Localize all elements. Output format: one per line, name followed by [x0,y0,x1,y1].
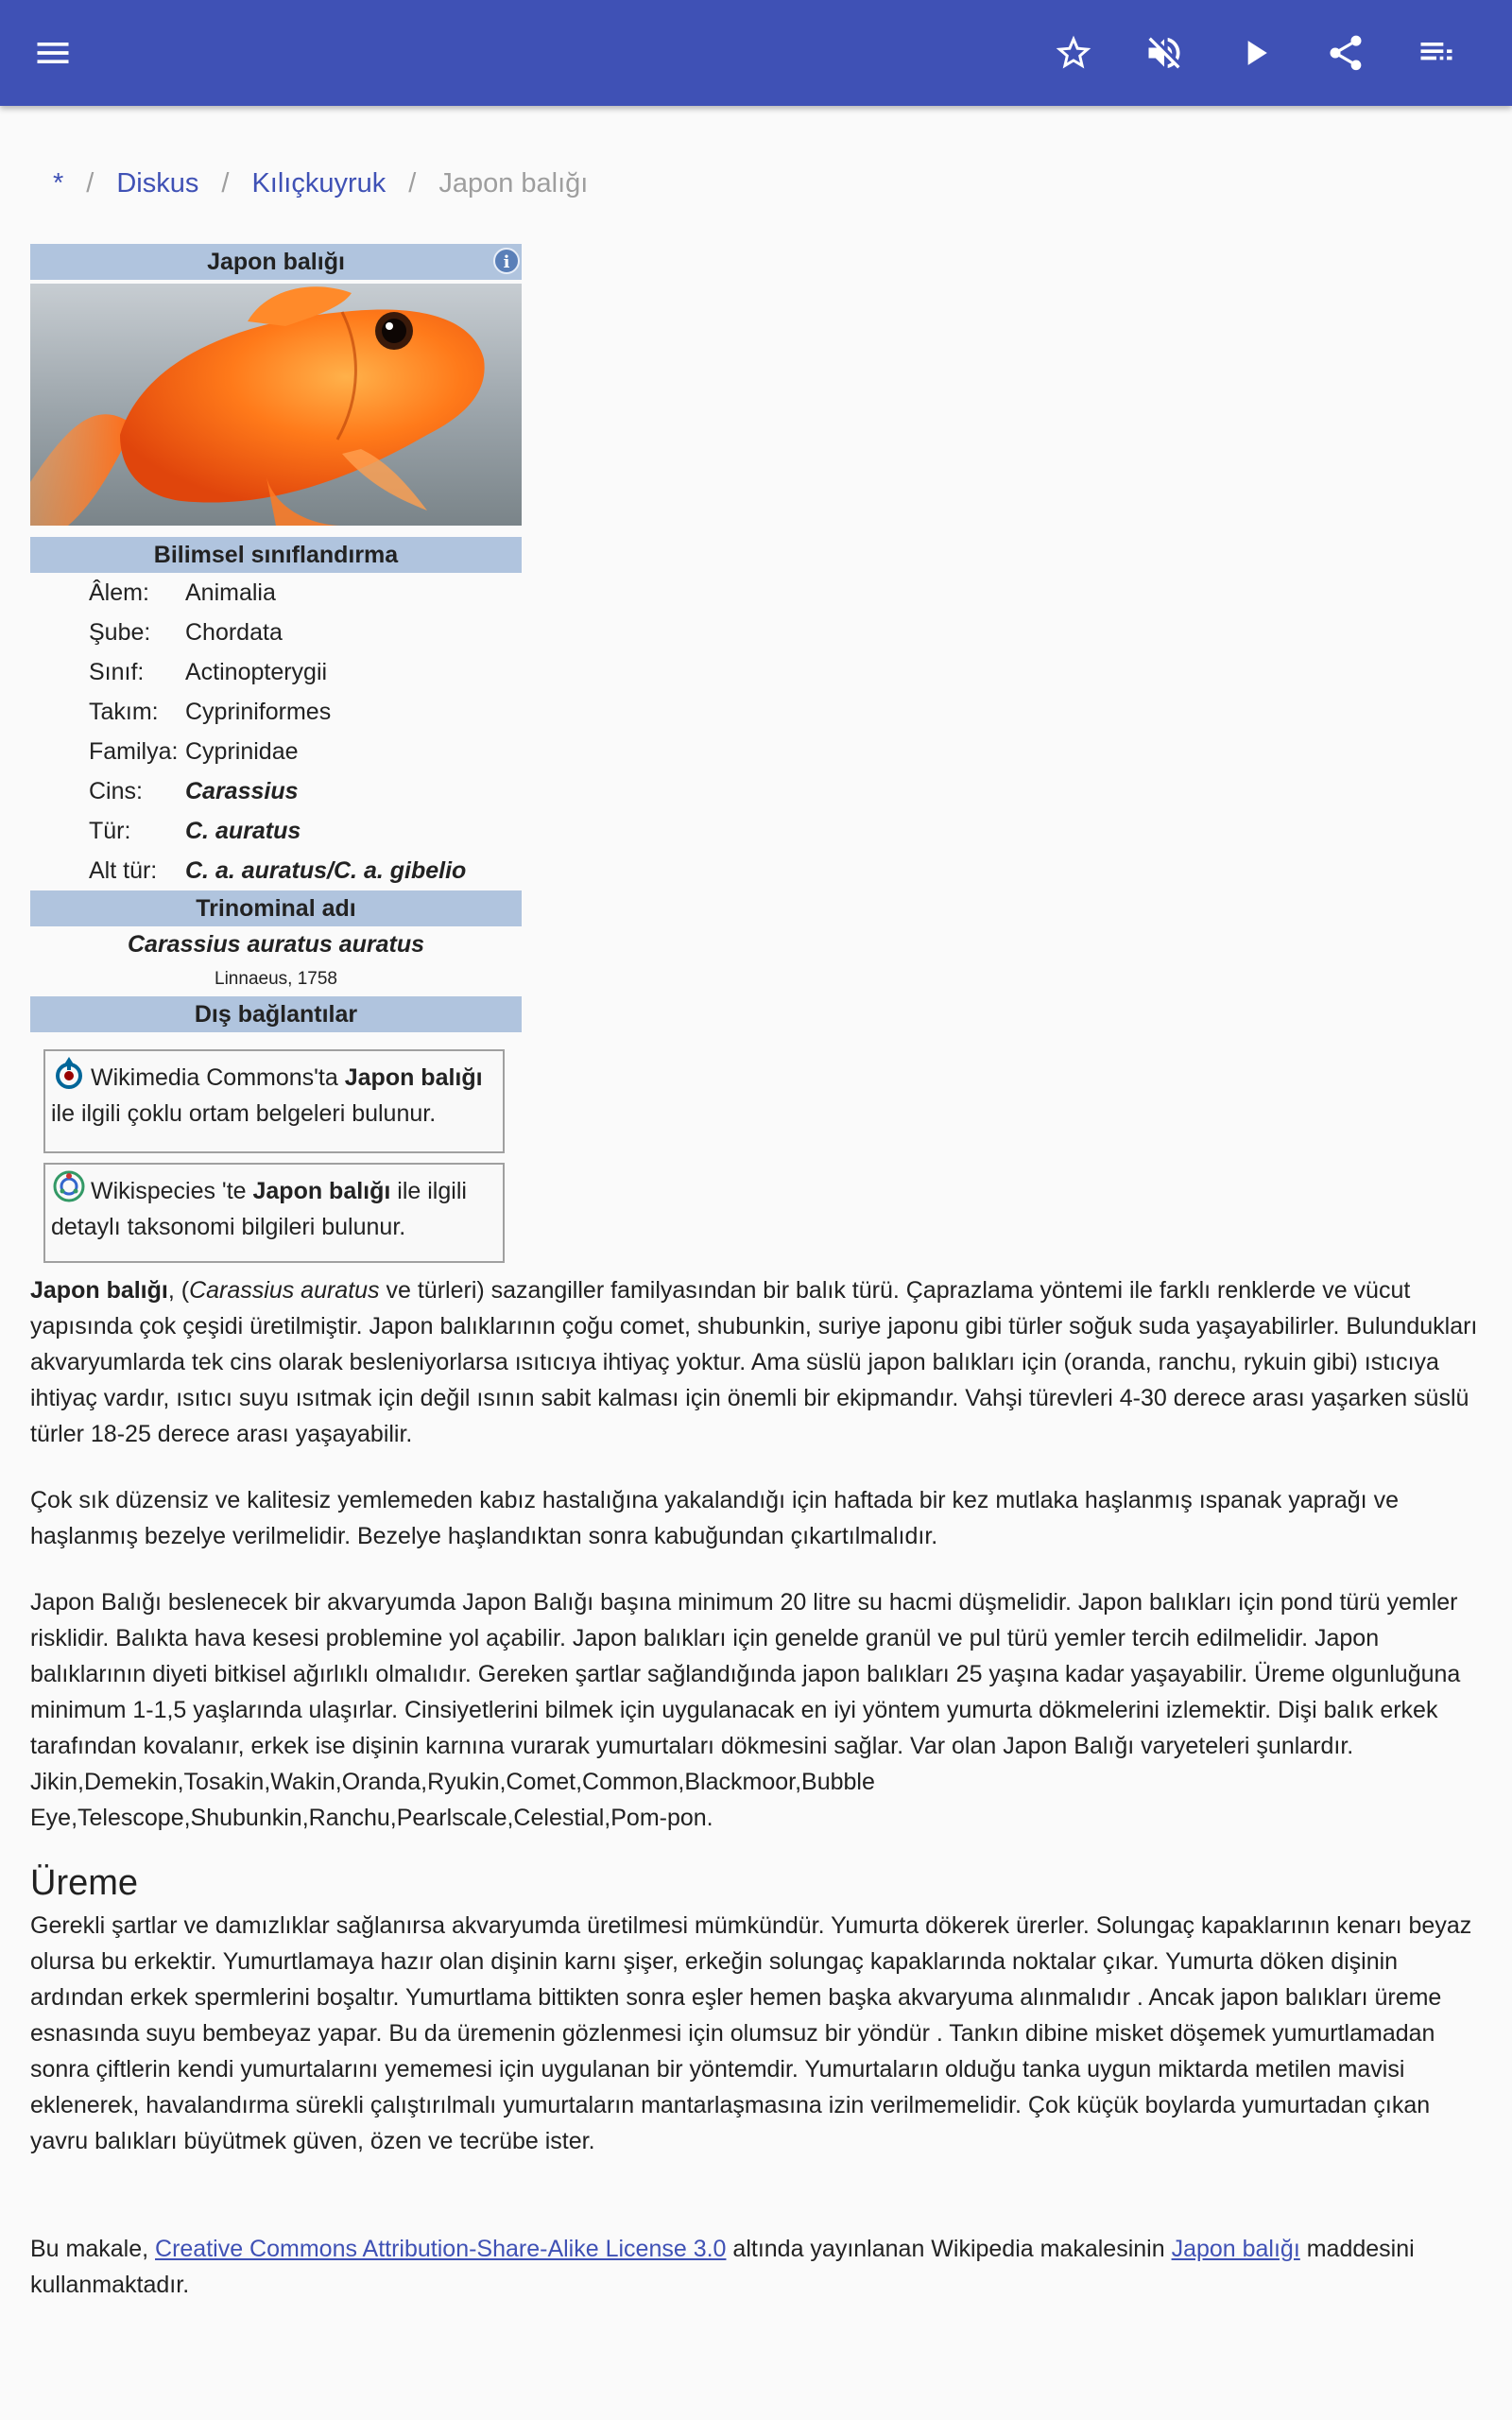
breadcrumb-current: Japon balığı [438,168,589,199]
external-links-heading: Dış bağlantılar [30,996,522,1032]
text-span: ve türleri) sazangiller familyasından bir balık türü. Çaprazlama yöntemi ile farklı renklerde ve vücut yapısında çok çeşidi üretilmiştir. Japon balıklarının çoğu comet, shubunkin, suriye japonu gibi türler soğuk suda yaşayabilirler. Bulundukları akvaryumlarda tek cins olarak besleniyorlarsa ısıtıcıya ihtiyaç yoktur. Ama süslü japon balıkları için (oranda, ranchu, rykuin gibi) ıstıcıya ihtiyaç vardır, ısıtıcı suyu ısıtmak için değil ısının sabit kalması için önemli bir ekipmandır. Vahşi türevleri 4-30 derece arası yaşarken süslü türler 18-25 derece arası yaşayabilir. [30,1277,1478,1447]
text-span: maddesini kullanmaktadır. [30,2236,1415,2298]
breadcrumb-item[interactable]: * [53,168,64,199]
goldfish-image[interactable] [30,284,522,526]
taxonomy-row [30,851,522,890]
taxonomy-rank: Tür: [89,818,131,844]
taxonomy-row [30,771,522,811]
taxonomy-row [30,652,522,692]
wikimedia-commons-icon [51,1055,87,1091]
taxonomy-rank: Âlem: [89,579,149,606]
taxonomy-rank: Takım: [89,699,159,725]
breadcrumb-separator: / [221,168,230,199]
text-span: Bu makale, [30,2236,156,2262]
trinomial-name: Carassius auratus auratus [127,931,425,958]
breadcrumb-separator: / [86,168,94,199]
article-paragraph: Gerekli şartlar ve damızlıklar sağlanırsa akvaryumda üretilmesi mümkündür. Yumurta dökerek ürerler. Solungaç kapaklarının kenarı beyaz olursa bu erkektir. Yumurtlamaya hazır olan dişinin karnı şişer, erkeğin solungaç kapaklarında noktalar çıkar. Yumurta döken dişinin ardından erkek spermlerini boşaltır. Yumurtlama bittikten sonra eşler hemen başka akvaryuma alınmalıdır . Ancak japon balıkları üreme esnasında suyu bembeyaz yapar. Bu da üremenin gözlenmesi için olumsuz bir yöndür . Tankın dibine misket döşemek yumurtlamadan sonra çiftlerin kendi yumurtalarını yememesi için uygulanan bir yöntemdir. Yumurtaların olduğu tanka uygun miktarda metilen mavisi eklenerek, havalandırma sürekli çalıştırılmalı yumurtaların mantarlaşmasına izin verilmemelidir. Çok küçük boylarda yumurtadan çıkan yavru balıkları büyütmek güven, özen ve tecrübe ister. [30,1912,1472,2154]
article-paragraph [30,1272,1482,1452]
app-bar [0,0,1512,106]
play-icon[interactable] [1225,23,1285,83]
star-outline-icon[interactable] [1043,23,1104,83]
taxonomy-value[interactable]: Animalia [185,579,276,606]
scientific-name: Carassius auratus [189,1277,380,1304]
trinomial-authority: Linnaeus, 1758 [215,969,337,989]
commons-text-bold: Japon balığı [344,1064,483,1091]
breadcrumb-item[interactable]: Kılıçkuyruk [251,168,387,199]
taxonomy-value[interactable]: Cypriniformes [185,699,332,725]
infobox-title [30,244,522,280]
article-subject: Japon balığı [30,1277,168,1304]
wikispecies-text-bold: Japon balığı [252,1178,391,1204]
taxonomy-value[interactable]: Carassius [185,778,299,804]
commons-text-pre: Wikimedia Commons'ta [91,1064,345,1091]
breadcrumb-separator: / [408,168,417,199]
article-paragraph: Çok sık düzensiz ve kalitesiz yemlemeden kabız hastalığına yakalandığı için haftada bir kez mutlaka haşlanmış ıspanak yaprağı ve haşlanmış bezelye verilmelidir. Bezelye haşlandıktan sonra kabuğundan çıkartılmalıdır. [30,1487,1399,1549]
article-body [30,1272,1482,2189]
commons-link-box[interactable] [43,1049,505,1153]
article-paragraph: Japon Balığı beslenecek bir akvaryumda Japon Balığı başına minimum 20 litre su hacmi düşmelidir. Japon balıkları için pond türü yemler risklidir. Balıkta hava kesesi problemine yol açabilir. Japon balıkları için genelde granül ve pul türü yemler tercih edilmelidir. Japon balıklarının diyeti bitkisel ağırlıklı olmalıdır. Gereken şartlar sağlandığında japon balıkları 25 yaşına kadar yaşayabilir. Üreme olgunluğuna minimum 1-1,5 yaşlarında ulaşırlar. Cinsiyetlerini bilmek için uygulanacak en iyi yöntem yumurta dökmelerini izlemektir. Dişi balık erkek tarafından kovalanır, erkek ise dişinin karnına vurarak yumurtaları dökmesini sağlar. Var olan Japon Balığı varyeteleri şunlardır. Jikin,Demekin,Tosakin,Wakin,Oranda,Ryukin,Comet,Common,Blackmoor,Bubble Eye,Telescope,Shubunkin,Ranchu,Pearlscale,Celestial,Pom-pon. [30,1589,1461,1831]
taxonomy-row [30,692,522,732]
license-link[interactable]: Creative Commons Attribution-Share-Alike License 3.0 [155,2236,727,2262]
taxonomy-rank: Alt tür: [89,857,158,884]
taxonomy-rank: Şube: [89,619,151,646]
taxonomy-row [30,573,522,613]
text-span: , ( [167,1277,190,1304]
taxonomy-row [30,732,522,771]
text-span: altında yayınlanan Wikipedia makalesinin [726,2236,1172,2262]
breadcrumb-item[interactable]: Diskus [116,168,199,199]
volume-off-icon[interactable] [1134,23,1194,83]
trinomial-heading: Trinominal adı [30,890,522,926]
infobox-title-text: Japon balığı [207,249,345,275]
taxonomy-rank: Familya: [89,738,179,765]
source-article-link[interactable]: Japon balığı [1171,2236,1300,2262]
taxonomy-value[interactable]: Cyprinidae [185,738,299,765]
infobox [30,244,522,1032]
wikispecies-text-post: ile ilgili detaylı taksonomi bilgileri bulunur. [51,1178,467,1240]
taxonomy-value: C. auratus [185,818,301,844]
breadcrumb [53,168,588,199]
taxonomy-rank: Cins: [89,778,143,804]
taxonomy-row [30,811,522,851]
playlist-icon[interactable] [1406,23,1467,83]
wikispecies-icon [51,1168,87,1204]
commons-text-post: ile ilgili çoklu ortam belgeleri bulunur. [51,1100,437,1127]
taxonomy-table [30,573,522,890]
share-icon[interactable] [1315,23,1376,83]
wikispecies-text-pre: Wikispecies 'te [91,1178,253,1204]
taxonomy-value[interactable]: Chordata [185,619,283,646]
taxonomy-value[interactable]: Actinopterygii [185,659,328,685]
wikispecies-link-box[interactable] [43,1163,505,1263]
info-icon[interactable]: i [493,248,520,274]
taxonomy-row [30,613,522,652]
menu-icon[interactable] [23,23,83,83]
classification-heading: Bilimsel sınıflandırma [30,537,522,573]
section-heading: Üreme [30,1863,139,1903]
taxonomy-value: C. a. auratus/C. a. gibelio [185,857,467,884]
taxonomy-rank: Sınıf: [89,659,145,685]
license-attribution [30,2231,1504,2303]
